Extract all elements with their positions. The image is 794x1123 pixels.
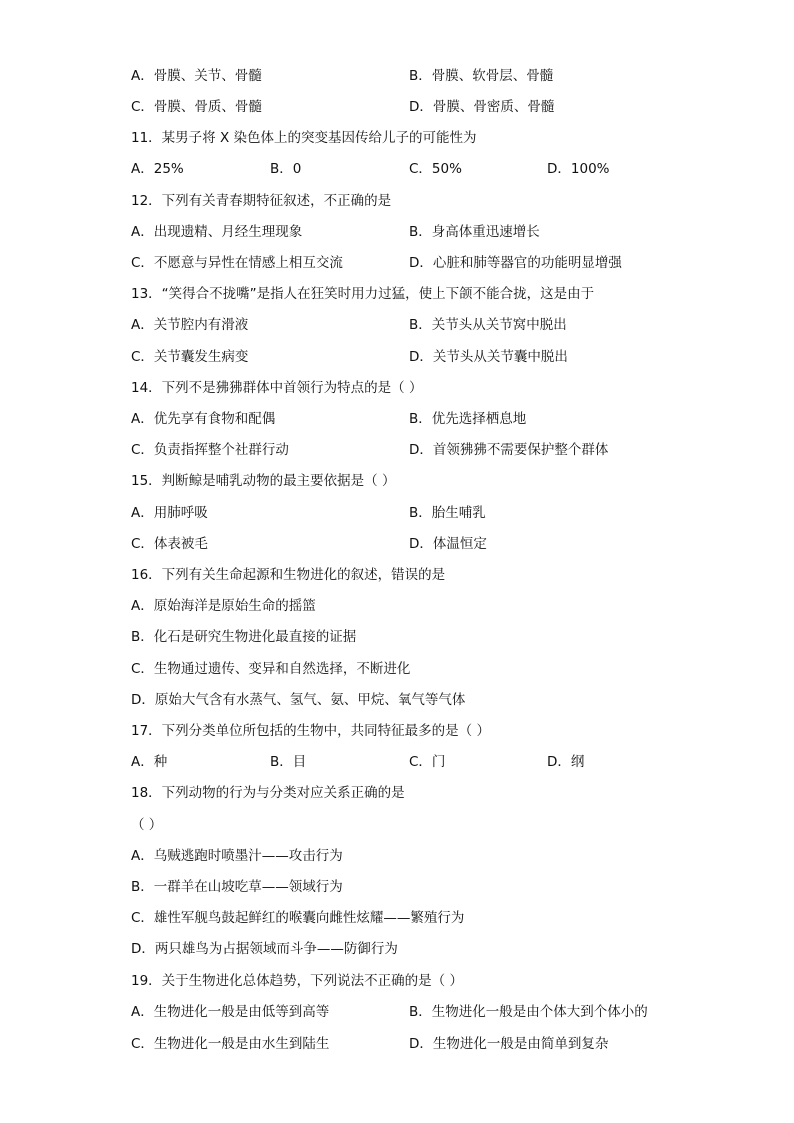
q11-option-b: B．0: [270, 161, 302, 177]
q14-stem: 14．下列不是狒狒群体中首领行为特点的是（ ）: [131, 380, 423, 396]
q10-option-d: D．骨膜、骨密质、骨髓: [409, 99, 555, 115]
q19-option-a: A．生物进化一般是由低等到高等: [131, 1004, 330, 1020]
q19-option-d: D．生物进化一般是由简单到复杂: [409, 1036, 609, 1052]
q18-stem: 18．下列动物的行为与分类对应关系正确的是: [131, 785, 405, 801]
q12-stem: 12．下列有关青春期特征叙述，不正确的是: [131, 193, 392, 209]
q14-option-a: A．优先享有食物和配偶: [131, 411, 276, 427]
q15-option-b: B．胎生哺乳: [409, 505, 486, 521]
q13-option-a: A．关节腔内有滑液: [131, 317, 249, 333]
q14-option-d: D．首领狒狒不需要保护整个群体: [409, 442, 609, 458]
q14-option-b: B．优先选择栖息地: [409, 411, 527, 427]
q11-option-d: D．100%: [547, 161, 610, 177]
q17-option-a: A．种: [131, 754, 168, 770]
q10-option-b: B．骨膜、软骨层、骨髓: [409, 68, 554, 84]
q12-option-c: C．不愿意与异性在情感上相互交流: [131, 255, 343, 271]
q13-option-d: D．关节头从关节囊中脱出: [409, 349, 568, 365]
q15-option-a: A．用肺呼吸: [131, 505, 208, 521]
q11-stem: 11．某男子将 X 染色体上的突变基因传给儿子的可能性为: [131, 130, 477, 146]
q13-option-c: C．关节囊发生病变: [131, 349, 249, 365]
q14-option-c: C．负责指挥整个社群行动: [131, 442, 289, 458]
q17-option-d: D．纲: [547, 754, 585, 770]
q19-option-c: C．生物进化一般是由水生到陆生: [131, 1036, 330, 1052]
q17-option-b: B．目: [270, 754, 307, 770]
q16-option-d: D．原始大气含有水蒸气、氢气、氨、甲烷、氧气等气体: [131, 692, 466, 708]
q11-option-c: C．50%: [409, 161, 462, 177]
q10-option-c: C．骨膜、骨质、骨髓: [131, 99, 262, 115]
q10-option-a: A．骨膜、关节、骨髓: [131, 68, 262, 84]
q12-option-b: B．身高体重迅速增长: [409, 224, 540, 240]
q18-option-b: B．一群羊在山坡吃草——领域行为: [131, 879, 343, 895]
q17-option-c: C．门: [409, 754, 446, 770]
q12-option-a: A．出现遗精、月经生理现象: [131, 224, 303, 240]
q17-stem: 17．下列分类单位所包括的生物中，共同特征最多的是（ ）: [131, 723, 490, 739]
q15-option-d: D．体温恒定: [409, 536, 487, 552]
q16-option-a: A．原始海洋是原始生命的摇篮: [131, 598, 316, 614]
q16-option-b: B．化石是研究生物进化最直接的证据: [131, 629, 357, 645]
q19-option-b: B．生物进化一般是由个体大到个体小的: [409, 1004, 648, 1020]
q11-option-a: A．25%: [131, 161, 184, 177]
q19-stem: 19．关于生物进化总体趋势，下列说法不正确的是（ ）: [131, 973, 463, 989]
q13-option-b: B．关节头从关节窝中脱出: [409, 317, 567, 333]
q18-option-d: D．两只雄鸟为占据领域而斗争——防御行为: [131, 941, 398, 957]
q18-option-c: C．雄性军舰鸟鼓起鲜红的喉囊向雌性炫耀——繁殖行为: [131, 910, 465, 926]
q13-stem: 13．“笑得合不拢嘴”是指人在狂笑时用力过猛，使上下颌不能合拢，这是由于: [131, 286, 595, 302]
q18-option-a: A．乌贼逃跑时喷墨汁——攻击行为: [131, 848, 343, 864]
q16-option-c: C．生物通过遗传、变异和自然选择，不断进化: [131, 661, 411, 677]
q15-stem: 15．判断鲸是哺乳动物的最主要依据是（ ）: [131, 473, 396, 489]
q18-answer-blank: （ ）: [131, 817, 163, 833]
q12-option-d: D．心脏和肺等器官的功能明显增强: [409, 255, 622, 271]
q15-option-c: C．体表被毛: [131, 536, 208, 552]
q16-stem: 16．下列有关生命起源和生物进化的叙述，错误的是: [131, 567, 446, 583]
